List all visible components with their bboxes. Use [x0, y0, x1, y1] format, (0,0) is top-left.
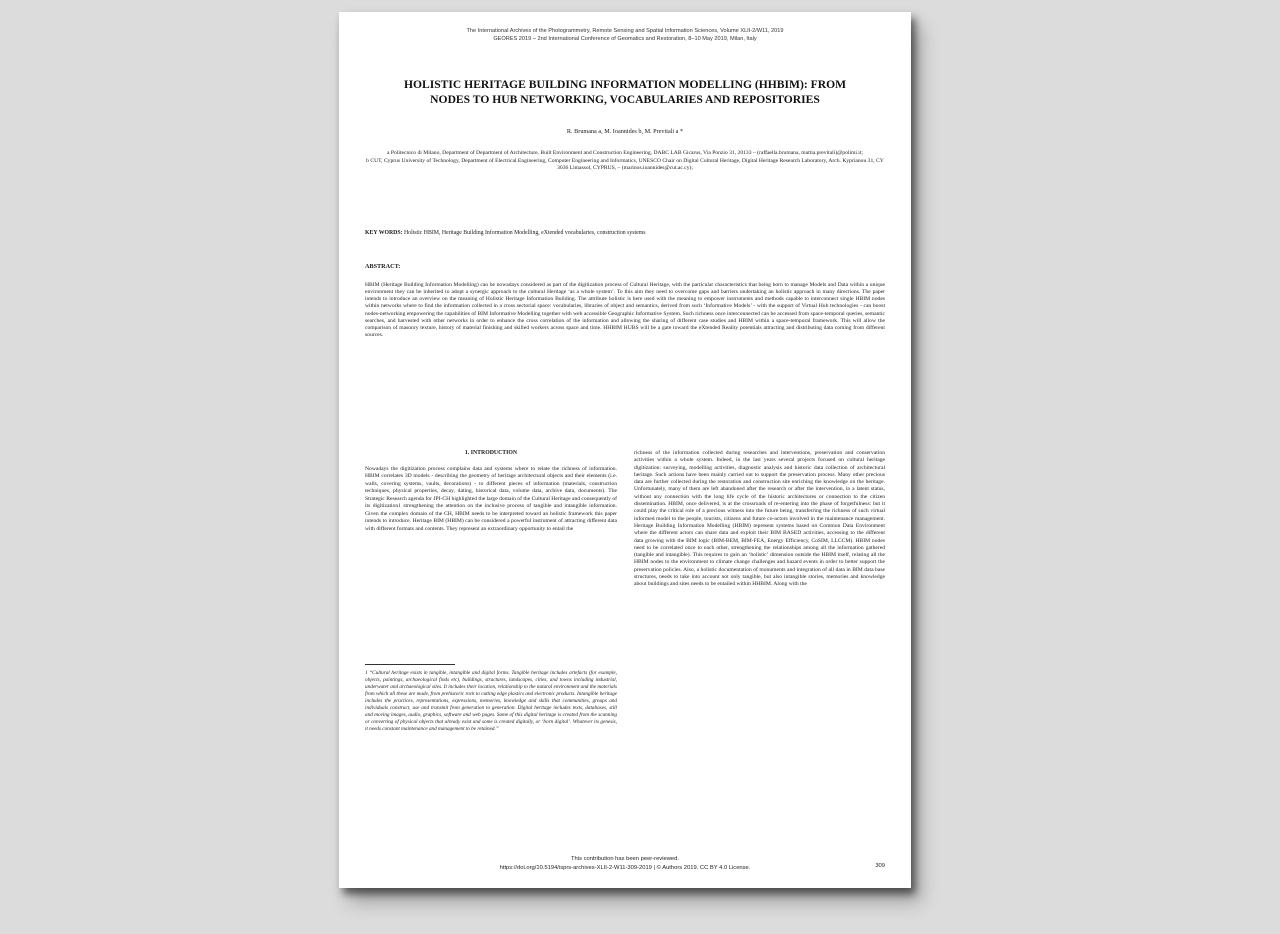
- keywords-label: KEY WORDS:: [365, 230, 403, 236]
- title-line-1: HOLISTIC HERITAGE BUILDING INFORMATION MODELLING (HHBIM): FROM: [403, 78, 847, 91]
- affiliation-a: a Politecnico di Milano, Department of Department of Architecture, Built Environment and Construction Engineering, DABC LAB Gicarus, Via Ponzio 31, 20133 – (raffaella.brumana, mattia.previtali)@polimi.it;: [387, 150, 863, 156]
- author-list: R. Brumana a, M. Ioannides b, M. Previtali a *: [566, 128, 684, 135]
- running-header: [369, 27, 881, 43]
- footnote: 1 “Cultural heritage exists in tangible, intangible and digital forms. Tangible heritage includes artefacts (for example, objects, paintings, archaeological finds etc), buildings, structures, landscapes, cities, and towns including industrial, underwater and archaeological sites. It includes their location, relationship to the natural environment and the materials from which all these are made, from prehistoric rock to cutting edge plastics and electronic products. Intangible heritage includes the practices, representations, expressions, memories, knowledge and skills that communities, groups and individuals construct, use and transmit from generation to generation. Digital heritage includes texts, databases, still and moving images, audio, graphics, software and web pages. Some of this digital heritage is created from the scanning or converting of physical objects that already exist and some is created digitally, or ‘born digital’. Whatever its genesis, it needs constant maintenance and management to be retained.”: [365, 670, 617, 732]
- right-column: [634, 450, 885, 589]
- left-column: [365, 450, 617, 533]
- affiliation-b: b CUT, Cyprus University of Technology, Department of Electrical Engineering, Computer Engineering and Informatics, UNESCO Chair on Digital Cultural Heritage, Digital Heritage Research Laboratory, Arch. Kyprianou 31, CY 3036 Limassol, CYPRUS, – (marinos.ioannides@cut.ac.cy);: [366, 157, 884, 172]
- page-footer: [369, 855, 881, 872]
- paper-page: [339, 12, 911, 888]
- keywords: [365, 229, 885, 237]
- paper-title: [369, 78, 881, 107]
- abstract-heading: ABSTRACT:: [365, 263, 401, 270]
- section-heading-introduction: 1. INTRODUCTION: [464, 450, 518, 456]
- page-number: 309: [875, 863, 885, 869]
- affiliations: [365, 150, 885, 173]
- keywords-text: Holistic HBIM, Heritage Building Information Modelling, eXtended vocabularies, construction systems: [402, 230, 646, 236]
- abstract-text: HBIM (Heritage Building Information Modelling) can be nowadays considered as part of the digitization process of Cultural Heritage, with the particular characteristics that being born to manage Models and Data within a unique environment they can be inherited to adopt a synergic approach to the cultural Heritage ‘as a whole system’. To this aim they need to overcome gaps and barriers undertaking an holistic approach in many directions. The paper intends to introduce an overview on the meaning of Holistic Heritage Information Building. The attribute holistic is here used with the meaning to empower instruments and methods capable to interconnect single HBIM nodes within networks where to find the information collected in a cross sectorial space: vocabularies, libraries of object and semantics, derived from such ‘Informative Models’ - with the support of Virtual Hub technologies - can boost nodes-networking empowering the capabilities of BIM Informative Modelling together with web accessible Geographic Informative System. Such richness once interconnected can be accessed from space-temporal queries, semantic searches, and harvested with other networks in order to enhance the cross correlation of the information and allowing the sharing of different case studies and HBIM within a space-temporal framework. This will allow the comparison of masonry texture, history of material finishing and skilled workers across space and time. HHBIM HUBS will be a gate toward the eXtended Reality potentials attracting and distributing data coming from different sources.: [365, 282, 885, 339]
- header-line-1: The International Archives of the Photogrammetry, Remote Sensing and Spatial Information Sciences, Volume XLII-2/W11, 2019: [466, 28, 784, 34]
- footnote-divider: [365, 664, 455, 665]
- header-line-2: GEORES 2019 – 2nd International Conference of Geomatics and Restoration, 8–10 May 2019, Milan, Italy: [493, 36, 757, 42]
- intro-paragraph-left: Nowadays the digitization process complains data and systems where to relate the richness of information. HBIM correlates 3D models - describing the geometry of heritage architectural objects and their elements (i.e. walls, covering systems, vaults, decorations) - to different pieces of information (materials, construction techniques, physical properties, decay, dating, historical data, volume data, archive data, documents). The Strategic Research agenda for JPI-CH highlighted the large domain of the Cultural Heritage and consequently of its digitization1 strengthening the attention on the inclusive process of tangible and intangible information. Given the complex domain of the CH, HBIM needs to be interpreted toward an holistic framework this paper intends to introduce. Heritage BIM (HBIM) can be considered a powerful instrument of attracting different data with different formats and contents. They represent an extraordinary opportunity to entail the: [365, 465, 618, 532]
- intro-paragraph-right: richness of the information collected during researches and interventions, preservation and conservation activities within a whole system. Indeed, in the last years several projects focused on cultural heritage digitization: surveying, modelling activities, diagnostic analysis and historic data collection of architectural heritage. Such actions have been mainly carried out to support the preservation process. Many other precious data are further collected during the restoration and construction site enriching the knowledge on the heritage. Unfortunately, many of them are left abandoned after the research or after the intervention, in a latent status, without any connection with the long life cycle of the historic architectures or connection to the citizen dissemination. HBIM, once delivered, is at the crossroads of re-entering into the phase of forgetfulness: but it could play the critical role of a precious witness into the future being, transferring the richness of such virtual informed model to the people, tourists, citizens and future co-actors involved in the maintenance management. Heritage Building Information Modelling (HBIM) represent systems based on Common Data Environment where the different actors can share data and exploit their BIM BASED activities, accessing to the different data growing with the BIM logic (BIM-BEM, BIM-FEA, Energy Efficiency, CoSIM, LLCCM). HBIM nodes need to be correlated once to each other, strengthening the relationships among all the information gathered (tangible and intangible). This requires to gain an ‘holistic’ dimension outside the HBIM itself, relating all the HBIM nodes to the environment to climate change challenges and hazard events in order to better support the preservation policies. Also, a holistic documentation of monuments and integration of all data in BIM data base structures, needs to take into account not only tangible, but also intangible stories, memories and knowledge about buildings and sites needs to be entailed within HHBIM. Along with the: [634, 450, 885, 588]
- footer-review-note: This contribution has been peer-reviewed.: [571, 856, 679, 862]
- footer-doi-link[interactable]: https://doi.org/10.5194/isprs-archives-XLII-2-W11-309-2019 | © Authors 2019. CC BY 4.0 License.: [499, 864, 751, 871]
- title-line-2: NODES TO HUB NETWORKING, VOCABULARIES AND REPOSITORIES: [430, 92, 820, 106]
